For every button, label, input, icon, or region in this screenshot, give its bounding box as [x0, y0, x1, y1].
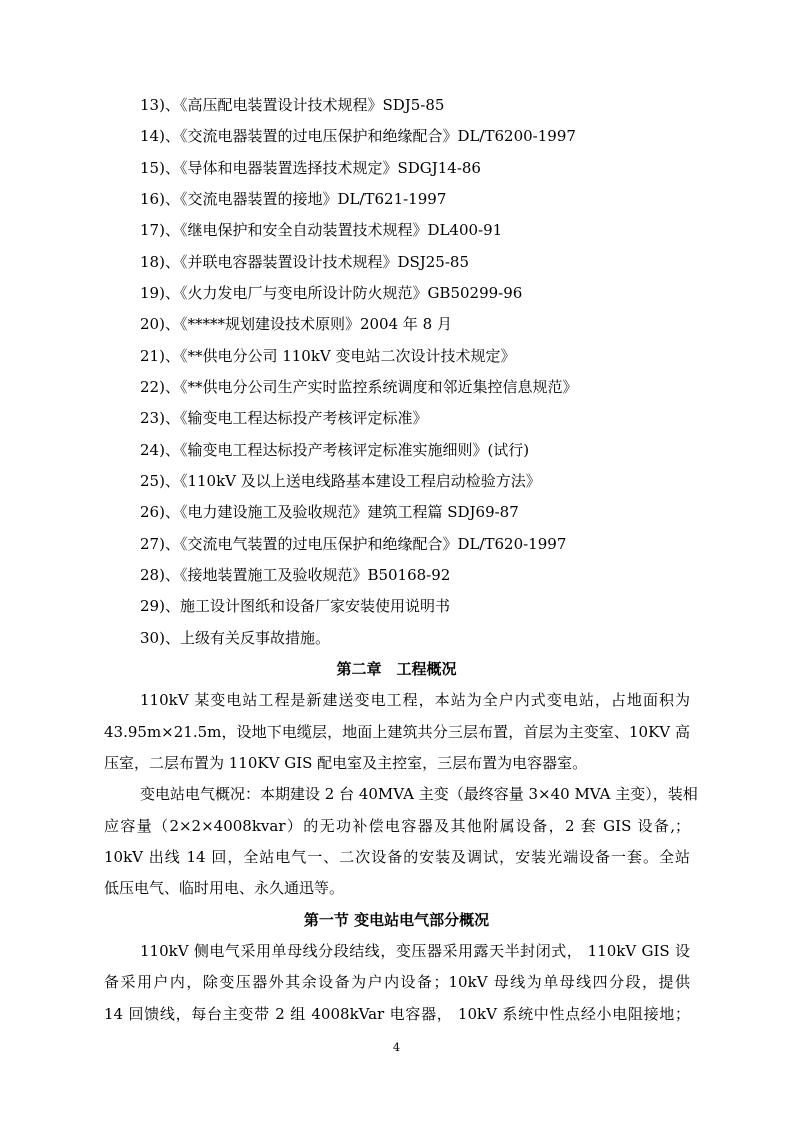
- reference-item: 29)、施工设计图纸和设备厂家安装使用说明书: [140, 597, 450, 615]
- paragraph-line: 应容量（2×2×4008kvar）的无功补偿电容器及其他附属设备，2 套 GIS 设备,；: [104, 817, 690, 835]
- reference-item: 16)、《交流电器装置的接地》DL/T621-1997: [140, 190, 447, 208]
- reference-item: 23)、《输变电工程达标投产考核评定标准》: [140, 409, 428, 427]
- paragraph-line: 低压电气、临时用电、永久通迅等。: [104, 879, 345, 897]
- section-title: 第一节 变电站电气部分概况: [303, 911, 490, 929]
- reference-item: 13)、《高压配电装置设计技术规程》SDJ5-85: [140, 96, 445, 114]
- reference-item: 30)、上级有关反事故措施。: [140, 629, 330, 647]
- paragraph-line: 压室，二层布置为 110KV GIS 配电室及主控室，三层布置为电容器室。: [104, 754, 588, 772]
- paragraph-line: 110kV 侧电气采用单母线分段结线，变压器采用露天半封闭式， 110kV GIS 设: [140, 942, 690, 960]
- paragraph-line: 备采用户内，除变压器外其余设备为户内设备；10kV 母线为单母线四分段，提供: [104, 973, 690, 991]
- reference-item: 27)、《交流电气装置的过电压保护和绝缘配合》DL/T620-1997: [140, 535, 567, 553]
- reference-item: 26)、《电力建设施工及验收规范》建筑工程篇 SDJ69-87: [140, 503, 519, 521]
- paragraph-line: 110kV 某变电站工程是新建送变电工程，本站为全户内式变电站，占地面积为: [140, 691, 690, 709]
- reference-item: 24)、《输变电工程达标投产考核评定标准实施细则》(试行): [140, 441, 530, 459]
- reference-item: 15)、《导体和电器装置选择技术规定》SDGJ14-86: [140, 159, 481, 177]
- reference-item: 19)、《火力发电厂与变电所设计防火规范》GB50299-96: [140, 284, 523, 302]
- reference-item: 17)、《继电保护和安全自动装置技术规程》DL400-91: [140, 221, 503, 239]
- reference-item: 18)、《并联电容器装置设计技术规程》DSJ25-85: [140, 253, 469, 271]
- paragraph-line: 10kV 出线 14 回，全站电气一、二次设备的安装及调试，安装光端设备一套。全站: [104, 848, 690, 866]
- chapter-title: 第二章 工程概况: [336, 660, 457, 678]
- paragraph-line: 14 回馈线，每台主变带 2 组 4008kVar 电容器， 10kV 系统中性点经小电阻接地；: [104, 1005, 690, 1023]
- paragraph-line: 43.95m×21.5m，设地下电缆层，地面上建筑共分三层布置，首层为主变室、10KV 高: [104, 723, 690, 741]
- reference-item: 21)、《**供电分公司 110kV 变电站二次设计技术规定》: [140, 347, 516, 365]
- reference-item: 20)、《*****规划建设技术原则》2004 年 8 月: [140, 315, 452, 333]
- reference-item: 28)、《接地装置施工及验收规范》B50168-92: [140, 566, 451, 584]
- reference-item: 25)、《110kV 及以上送电线路基本建设工程启动检验方法》: [140, 472, 541, 490]
- reference-item: 22)、《**供电分公司生产实时监控系统调度和邻近集控信息规范》: [140, 378, 578, 396]
- page-number: 4: [393, 1041, 400, 1054]
- paragraph-line: 变电站电气概况：本期建设 2 台 40MVA 主变（最终容量 3×40 MVA 主变），装相: [140, 785, 698, 803]
- reference-item: 14)、《交流电器装置的过电压保护和绝缘配合》DL/T6200-1997: [140, 127, 576, 145]
